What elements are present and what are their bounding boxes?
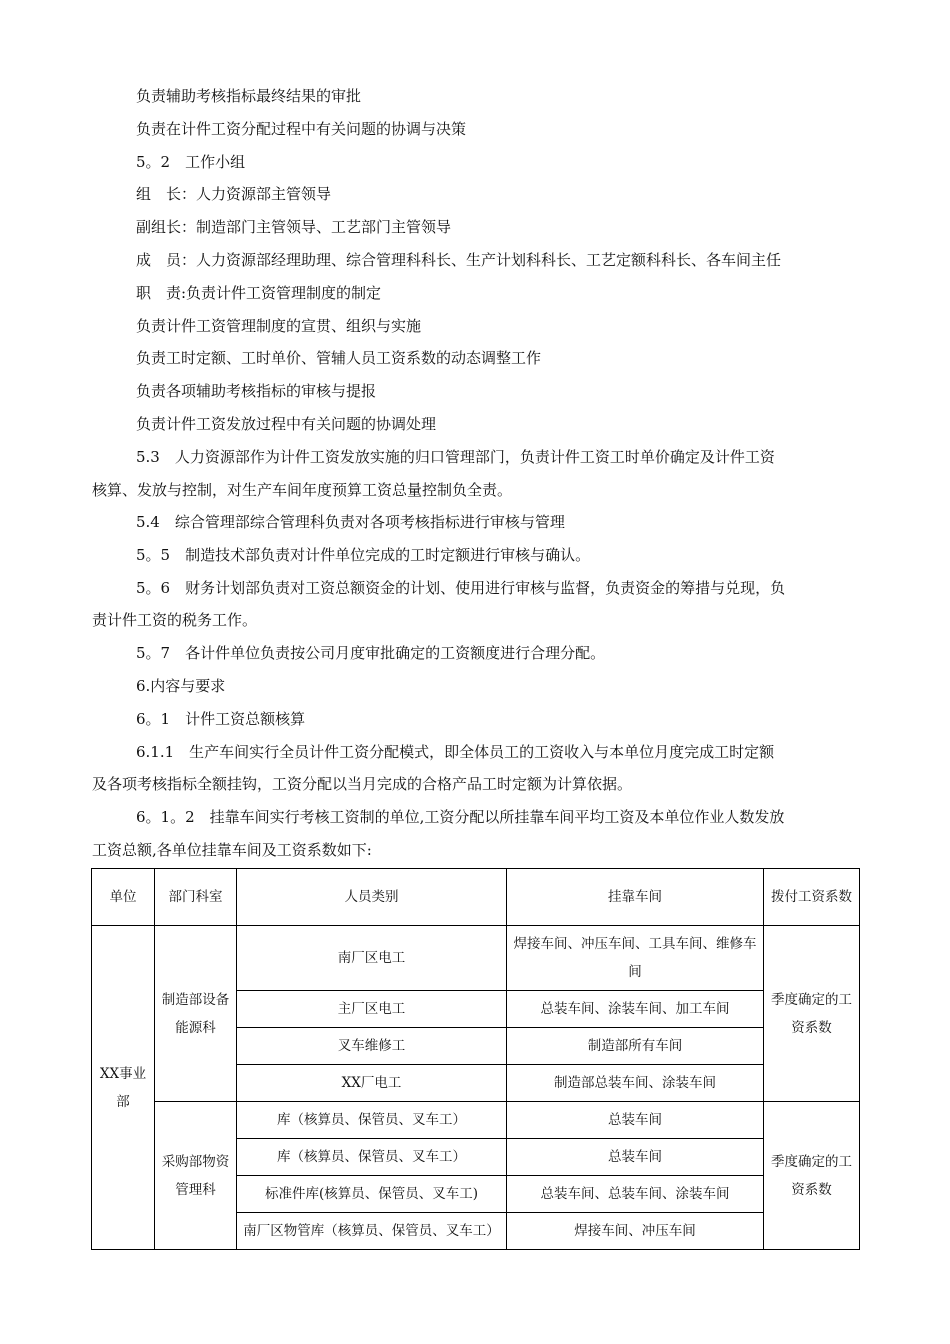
category-cell: 标准件库(核算员、保管员、叉车工): [237, 1176, 507, 1213]
workshop-cell: 总装车间: [507, 1102, 764, 1139]
header-coefficient: 拨付工资系数: [764, 869, 860, 926]
workshop-cell: 总装车间: [507, 1139, 764, 1176]
table-row: [92, 1102, 860, 1139]
dept-cell: 制造部设备能源科: [155, 926, 237, 1102]
section-heading: 6。1 计件工资总额核算: [136, 710, 306, 728]
header-unit: 单位: [92, 869, 155, 926]
paragraph: 负责各项辅助考核指标的审核与提报: [136, 382, 377, 400]
table-header-row: [92, 869, 860, 926]
paragraph: 6。1。2 挂靠车间实行考核工资制的单位,工资分配以所挂靠车间平均工资及本单位作业人数发放: [136, 808, 785, 826]
dept-cell: 采购部物资管理科: [155, 1102, 237, 1250]
coefficient-cell: 季度确定的工资系数: [764, 1102, 860, 1250]
workshop-cell: 焊接车间、冲压车间: [507, 1213, 764, 1250]
category-cell: 主厂区电工: [237, 991, 507, 1028]
paragraph: 6.1.1 生产车间实行全员计件工资分配模式，即全体员工的工资收入与本单位月度完成工时定额: [136, 743, 775, 761]
category-cell: 库（核算员、保管员、叉车工）: [237, 1139, 507, 1176]
category-cell: 库（核算员、保管员、叉车工）: [237, 1102, 507, 1139]
paragraph: 成 员：人力资源部经理助理、综合管理科科长、生产计划科科长、工艺定额科科长、各车间主任: [136, 251, 782, 269]
paragraph: 5.3 人力资源部作为计件工资发放实施的归口管理部门，负责计件工资工时单价确定及计件工资: [136, 448, 775, 466]
paragraph: 负责计件工资发放过程中有关问题的协调处理: [136, 415, 437, 433]
section-heading: 6.内容与要求: [136, 677, 226, 695]
paragraph: 5。6 财务计划部负责对工资总额资金的计划、使用进行审核与监督，负责资金的筹措与兑现，负: [136, 579, 786, 597]
workshop-cell: 总装车间、总装车间、涂装车间: [507, 1176, 764, 1213]
paragraph: 工资总额,各单位挂靠车间及工资系数如下:: [92, 841, 372, 859]
category-cell: 南厂区物管库（核算员、保管员、叉车工）: [237, 1213, 507, 1250]
category-cell: 叉车维修工: [237, 1028, 507, 1065]
category-cell: XX厂电工: [237, 1065, 507, 1102]
paragraph: 副组长：制造部门主管领导、工艺部门主管领导: [136, 218, 452, 236]
header-dept: 部门科室: [155, 869, 237, 926]
table-row: [92, 926, 860, 991]
paragraph: 及各项考核指标全额挂钩，工资分配以当月完成的合格产品工时定额为计算依据。: [92, 775, 633, 793]
header-workshop: 挂靠车间: [507, 869, 764, 926]
section-heading: 5。2 工作小组: [136, 153, 246, 171]
paragraph: 负责计件工资管理制度的宣贯、组织与实施: [136, 317, 422, 335]
paragraph: 责计件工资的税务工作。: [92, 611, 258, 629]
paragraph: 组 长：人力资源部主管领导: [136, 185, 332, 203]
unit-cell: XX事业部: [92, 926, 155, 1250]
paragraph: 5。5 制造技术部负责对计件单位完成的工时定额进行审核与确认。: [136, 546, 591, 564]
coefficient-cell: 季度确定的工资系数: [764, 926, 860, 1102]
paragraph: 职 责:负责计件工资管理制度的制定: [136, 284, 382, 302]
workshop-cell: 制造部所有车间: [507, 1028, 764, 1065]
header-category: 人员类别: [237, 869, 507, 926]
paragraph: 5。7 各计件单位负责按公司月度审批确定的工资额度进行合理分配。: [136, 644, 606, 662]
paragraph: 负责辅助考核指标最终结果的审批: [136, 87, 362, 105]
workshop-cell: 焊接车间、冲压车间、工具车间、维修车间: [507, 926, 764, 991]
paragraph: 核算、发放与控制，对生产车间年度预算工资总量控制负全责。: [92, 481, 513, 499]
paragraph: 负责工时定额、工时单价、管辅人员工资系数的动态调整工作: [136, 349, 542, 367]
paragraph: 负责在计件工资分配过程中有关问题的协调与决策: [136, 120, 467, 138]
workshop-cell: 制造部总装车间、涂装车间: [507, 1065, 764, 1102]
workshop-cell: 总装车间、涂装车间、加工车间: [507, 991, 764, 1028]
coefficient-table: [91, 868, 860, 1250]
category-cell: 南厂区电工: [237, 926, 507, 991]
paragraph: 5.4 综合管理部综合管理科负责对各项考核指标进行审核与管理: [136, 513, 565, 531]
